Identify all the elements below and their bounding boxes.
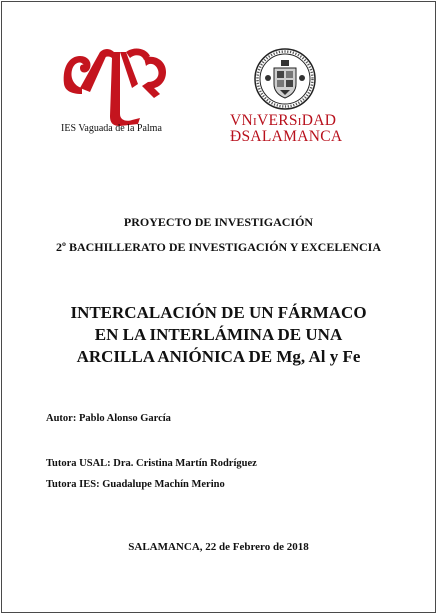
program-heading: 2º BACHILLERATO DE INVESTIGACIÓN Y EXCELENCIA bbox=[55, 240, 382, 254]
project-heading: PROYECTO DE INVESTIGACIÓN bbox=[123, 215, 314, 229]
ies-vaguada-logo-icon bbox=[60, 44, 172, 126]
title-line-1: INTERCALACIÓN DE UN FÁRMACO bbox=[70, 303, 367, 322]
tutor-ies-line: Tutora IES: Guadalupe Machín Merino bbox=[46, 479, 225, 490]
tutor-usal-line: Tutora USAL: Dra. Cristina Martín Rodríguez bbox=[46, 458, 257, 469]
place-date: SALAMANCA, 22 de Febrero de 2018 bbox=[128, 541, 309, 553]
ies-caption: IES Vaguada de la Palma bbox=[61, 123, 162, 134]
document-title bbox=[0, 302, 437, 368]
university-name-line2: ÐSALAMANCA bbox=[230, 128, 343, 145]
author-line: Autor: Pablo Alonso García bbox=[46, 413, 171, 424]
university-seal-icon bbox=[254, 48, 316, 110]
university-name-line1: VNiVERSiDAD bbox=[230, 112, 337, 129]
title-line-3: ARCILLA ANIÓNICA DE Mg, Al y Fe bbox=[76, 347, 361, 366]
title-line-2: EN LA INTERLÁMINA DE UNA bbox=[94, 325, 343, 344]
